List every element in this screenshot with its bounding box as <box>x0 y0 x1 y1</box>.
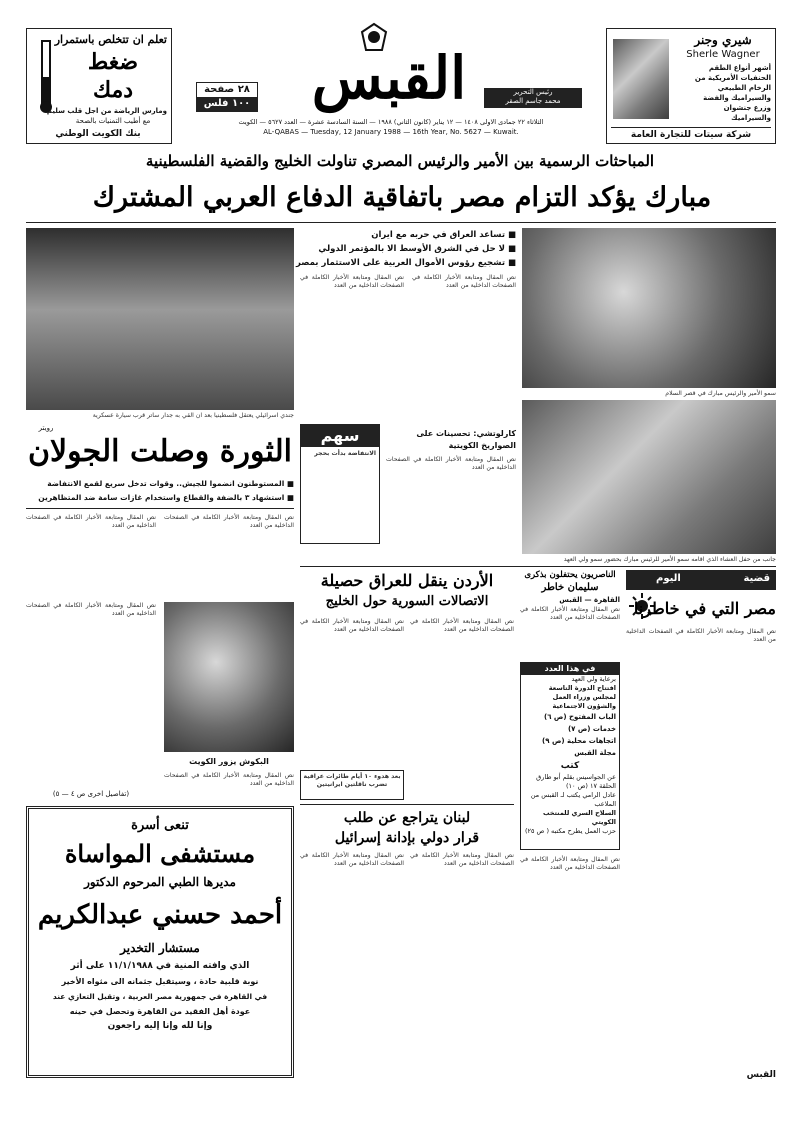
golan-bullet2: ■ استشهاد ٣ بالضفة والقطاع واستخدام غازات سامة ضد المتظاهرين <box>38 493 294 502</box>
obituary-role: مستشار التخدير <box>120 941 200 955</box>
index-header: في هذا العدد <box>521 663 619 675</box>
ad-right-lines <box>671 63 771 123</box>
photo-emir-mubarak <box>522 228 776 388</box>
photo-caption-right2: جانب من حفل العشاء الذي اقامه سمو الأمير للرئيس مبارك بحضور سمو ولي العهد <box>563 556 776 563</box>
ad-right-line: والسيراميك والفضة <box>703 94 771 102</box>
bakoush-caption: البكوش يزور الكويت <box>189 757 269 766</box>
index-item: السلاح السري للمنتخب الكويتي <box>542 809 616 826</box>
golan-text-col2: نص المقال ومتابعة الأخبار الكاملة في الصفحات الداخلية من العدد <box>164 514 294 530</box>
bullet-item: ■ تساعد العراق في حربه مع ايران <box>371 230 516 240</box>
index-item: اتجاهات محلية (ص ٩) <box>542 737 616 745</box>
jordan-title: الأردن ينقل للعراق حصيلة <box>320 571 494 590</box>
ad-right-brand-en: Sherle Wagner <box>686 49 760 60</box>
ad-right-brand-ar: شيري وجنر <box>694 33 752 47</box>
golan-label: رويتر <box>38 424 54 432</box>
index-item: حزب العمل يطرح مكتبه ( ص ٢٥) <box>524 827 616 835</box>
divider <box>26 222 776 223</box>
column-title: مصر التي في خاطرنا <box>633 599 776 618</box>
obituary-line1: تنعى أسرة <box>131 818 189 833</box>
jordan-text-col2: نص المقال ومتابعة الأخبار الكاملة في الصفحات الداخلية من العدد <box>300 618 404 634</box>
index-item: الباب المفتوح (ص ٦) <box>543 713 616 721</box>
obituary-line6: في القاهرة في جمهورية مصر العربية ، وتقبل التعازي عند <box>52 992 268 1001</box>
index-item: افتتاح الدورة التاسعة لمجلس وزراء العمل والشؤون الاجتماعية <box>548 684 616 710</box>
divider <box>300 804 514 805</box>
obituary-line4: الذي وافته المنية في ١١/١/١٩٨٨ على أثر <box>70 961 250 971</box>
bakoush-text: نص المقال ومتابعة الأخبار الكاملة في الصفحات الداخلية من العدد <box>164 772 294 788</box>
lebanon-text-col1: نص المقال ومتابعة الأخبار الكاملة في الصفحات الداخلية من العدد <box>410 852 514 868</box>
headline-main: مبارك يؤكد التزام مصر باتفاقية الدفاع العربي المشترك <box>92 182 712 213</box>
karatooni-text: نص المقال ومتابعة الأخبار الكاملة في الصفحات الداخلية من العدد <box>386 456 516 472</box>
nasser-title: الناصريون يحتفلون بذكرى <box>524 570 616 580</box>
index-item: مجلة القبس <box>574 749 616 757</box>
masthead-editor-box: رئيس التحرير محمد جاسم الصقر <box>484 88 582 108</box>
faucet-image <box>613 39 669 119</box>
continuation-note: (تفاصيل اخرى ص ٤ — ٥) <box>52 790 130 798</box>
ad-left-line3: دمك <box>92 77 134 103</box>
obituary-line2: مستشفى المواساة <box>64 839 256 868</box>
ad-right-sherle <box>606 28 776 144</box>
article-main-col1: نص المقال ومتابعة الأخبار الكاملة في الصفحات الداخلية من العدد <box>412 274 516 290</box>
obituary-line5: نوبة قلبية حادة ، وسيتقبل جثمانه الى مثواه الأخير <box>61 977 259 986</box>
bank-logo: بنك الكويت الوطني <box>55 129 141 139</box>
photo-dinner <box>522 400 776 554</box>
photo-intifada <box>26 228 294 410</box>
jordan-text-col1: نص المقال ومتابعة الأخبار الكاملة في الصفحات الداخلية من العدد <box>410 618 514 634</box>
ad-left-line4: ومارس الرياضة من اجل قلب سليم <box>46 107 167 115</box>
index-item: برعاية ولي العهد <box>571 675 616 683</box>
nasser-text: نص المقال ومتابعة الأخبار الكاملة في الصفحات الداخلية من العدد <box>520 606 620 622</box>
price-box <box>196 82 258 112</box>
bullets-block <box>295 228 516 270</box>
ad-right-line: وزرع جنشوان <box>723 104 771 112</box>
pressure-gauge-icon <box>33 37 59 115</box>
photo-caption-left: جندي اسرائيلي يعتقل فلسطينيا بعد ان القي به جدار ساتر قرب سيارة عسكرية <box>92 412 294 419</box>
ad-right-line: الحنفيات الأمريكية من <box>694 74 771 82</box>
obituary-box <box>26 806 294 1078</box>
ad-right-line: الرخام الطبيعي <box>717 84 771 92</box>
ad-left-line5: مع أطيب التمنيات بالصحة <box>75 117 151 125</box>
golan-text-col3: نص المقال ومتابعة الأخبار الكاملة في الصفحات الداخلية من العدد <box>26 602 156 618</box>
ad-left-bank <box>26 28 172 144</box>
nasser-dateline: القاهرة — القبس <box>559 596 620 604</box>
index-item: الحلقة ١٧ (ص ١٠) <box>565 782 616 790</box>
ad-right-company: شركة سيتات للتجارة العامة <box>611 127 771 140</box>
ad-right-line: والسيراميك <box>731 114 771 122</box>
column-label-box <box>626 570 776 590</box>
ad-right-line: أشهر أنواع الطقم <box>708 64 771 72</box>
article-main-col2: نص المقال ومتابعة الأخبار الكاملة في الصفحات الداخلية من العدد <box>300 274 404 290</box>
golan-bullet1: ■ المستوطنون انضموا للجيش.. وقوات تدخل سريع لقمع الانتفاضة <box>47 479 294 488</box>
index-item: عادل الرامي يكتب لـ القبس من الملاعب <box>530 791 616 808</box>
ad-left-line1: تعلم ان تتخلص باستمرار <box>54 33 167 46</box>
iraqi-raid-text: بعد هدوء ١٠ أيام طائرات عراقية تضرب ناقلتين ايرانيتين <box>303 773 401 789</box>
index-box <box>520 662 620 850</box>
index-item: كتب <box>560 761 580 771</box>
karatooni-title: كارلوتشي: تحسينات على الصواريخ الكويتية <box>416 429 516 450</box>
lebanon-title: لبنان يتراجع عن طلب <box>343 810 471 826</box>
index-item: عن الجواسيس بقلم أبو طارق <box>536 773 616 781</box>
sahm-title: سهم <box>301 425 379 447</box>
golan-title: الثورة وصلت الجولان <box>28 434 292 469</box>
divider <box>300 566 776 567</box>
lebanon-title2: قرار دولي بإدانة إسرائيل <box>334 830 480 846</box>
golan-text-col1: نص المقال ومتابعة الأخبار الكاملة في الصفحات الداخلية من العدد <box>26 514 156 530</box>
masthead-date-en: AL-QABAS — Tuesday, 12 January 1988 — 16th Year, No. 5627 — Kuwait. <box>263 128 519 136</box>
masthead-title: القبس <box>311 44 467 112</box>
iraqi-raid-box <box>300 770 404 800</box>
obituary-name: أحمد حسني عبدالكريم <box>37 900 283 930</box>
sahm-sub: الانتفاضة بدأت بحجر <box>314 450 376 457</box>
column-label: قضية <box>743 573 770 584</box>
obituary-line8: وإنا لله وإنا إليه راجعون <box>107 1021 213 1031</box>
photo-bakoush <box>164 602 294 752</box>
nasser-sub: سليمان خاطر <box>541 582 599 593</box>
ad-left-line2: ضغط <box>87 49 139 75</box>
divider <box>26 508 294 509</box>
bullet-item: ■ لا حل في الشرق الأوسط الا بالمؤتمر الدولي <box>318 244 516 254</box>
lebanon-text-col2: نص المقال ومتابعة الأخبار الكاملة في الصفحات الداخلية من العدد <box>300 852 404 868</box>
sahm-box <box>300 424 380 544</box>
obituary-line3: مديرها الطبي المرحوم الدكتور <box>84 875 236 889</box>
headline-top: المباحثات الرسمية بين الأمير والرئيس المصري تناولت الخليج والقضية الفلسطينية <box>145 152 655 170</box>
jordan-title2: الاتصالات السورية حول الخليج <box>325 594 489 609</box>
column-label2: اليوم <box>656 573 681 584</box>
masthead-date-ar: الثلاثاء ٢٢ جمادى الاولى ١٤٠٨ — ١٢ يناير (كانون الثاني) ١٩٨٨ — السنة السادسة عشرة — العدد ٥٦٢٧ — الكويت <box>238 118 544 126</box>
price-pages: ٢٨ صفحة <box>204 84 250 95</box>
column-text: نص المقال ومتابعة الأخبار الكاملة في الصفحات الداخلية من العدد <box>626 628 776 644</box>
photo-caption-right: سمو الأمير والرئيس مبارك في قصر السلام <box>665 390 776 397</box>
index-item: خدمات (ص ٧) <box>567 725 616 733</box>
obituary-line7: عودة أهل الفقيد من القاهرة وتحصل في حينه <box>69 1007 251 1016</box>
bullet-item: ■ تشجيع رؤوس الأموال العربية على الاستثمار بمصر <box>295 258 516 268</box>
price-value: ١٠٠ فلس <box>197 97 257 111</box>
index-bottom-text: نص المقال ومتابعة الأخبار الكاملة في الصفحات الداخلية من العدد <box>520 856 620 872</box>
column-signature: القبس <box>746 1070 776 1080</box>
